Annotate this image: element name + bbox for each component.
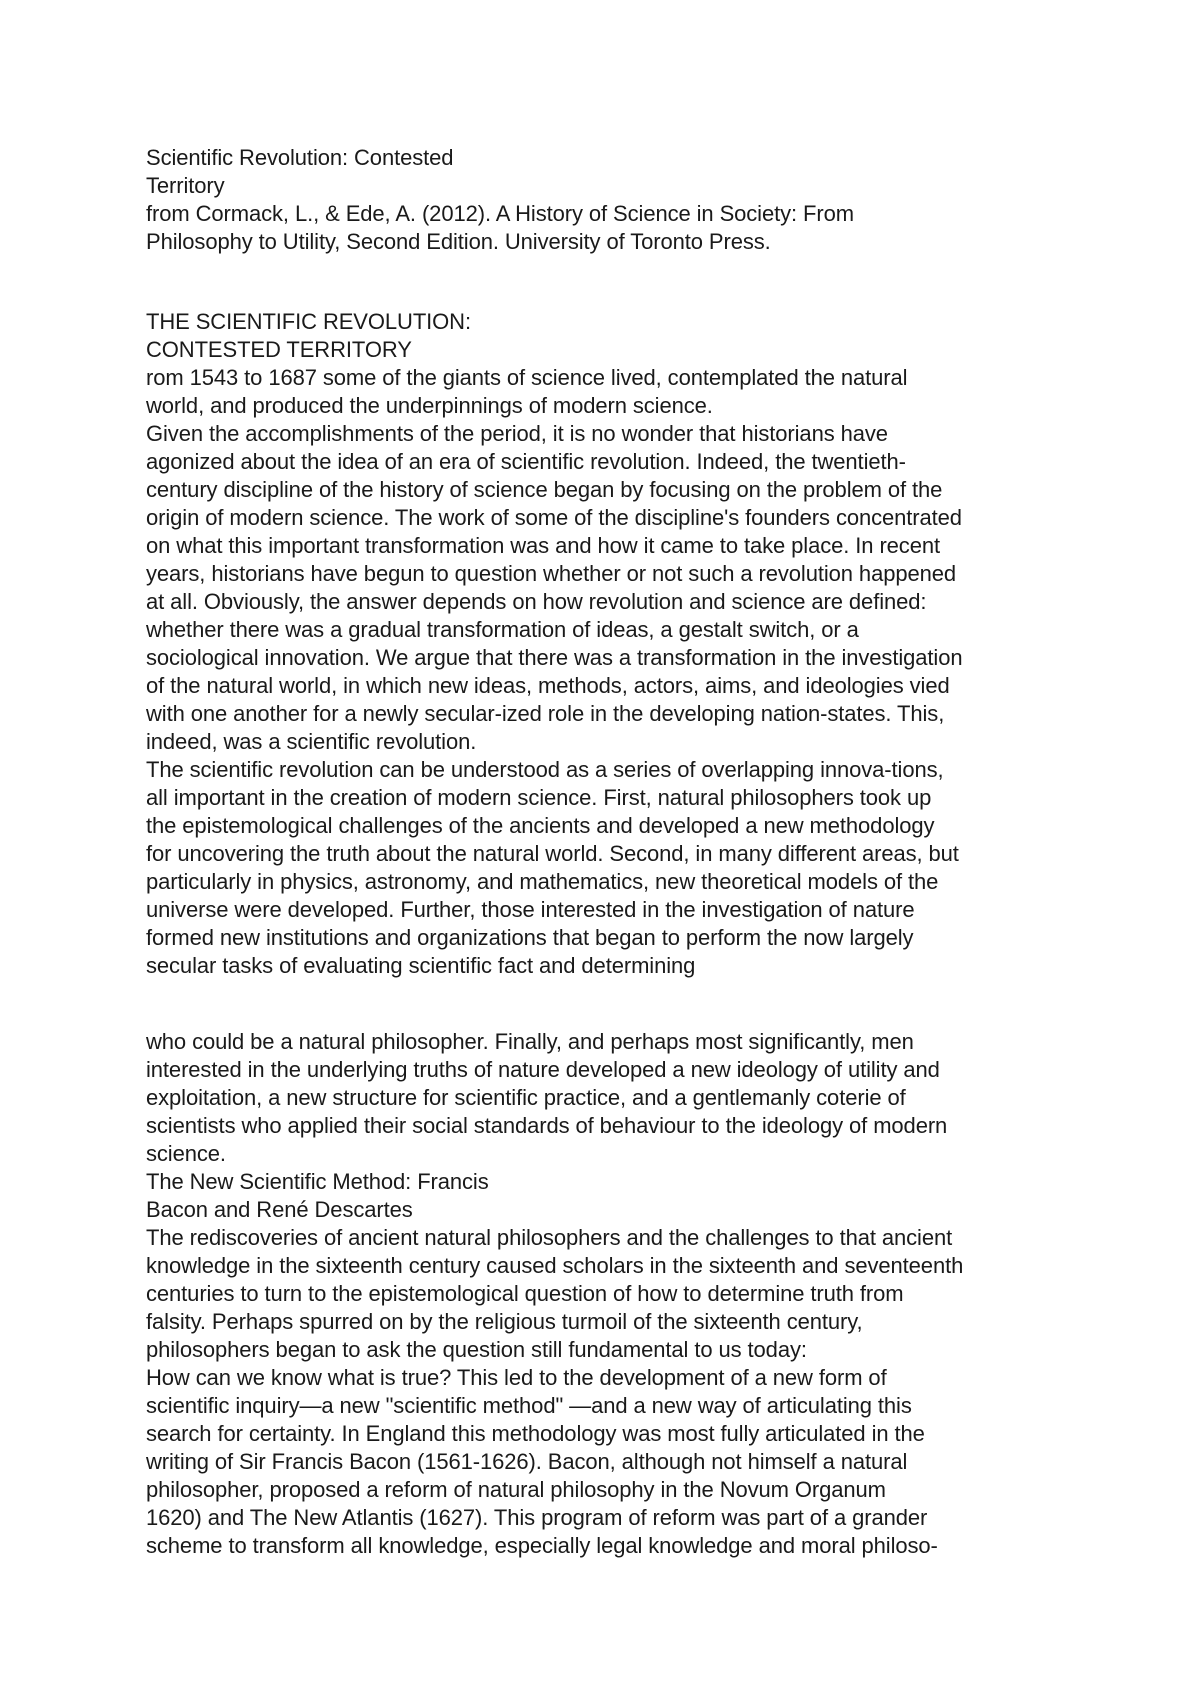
document-title-line-1: Scientific Revolution: Contested bbox=[146, 145, 454, 170]
document-title-line-2: Territory bbox=[146, 173, 225, 198]
body-text-line: of the natural world, in which new ideas, methods, actors, aims, and ideologies vied bbox=[146, 673, 950, 698]
body-text-line: for uncovering the truth about the natural world. Second, in many different areas, but bbox=[146, 841, 959, 866]
body-text-line: philosophers began to ask the question still fundamental to us today: bbox=[146, 1337, 807, 1362]
body-text-line: The rediscoveries of ancient natural philosophers and the challenges to that ancient bbox=[146, 1225, 953, 1250]
body-text-line: particularly in physics, astronomy, and mathematics, new theoretical models of the bbox=[146, 869, 939, 894]
body-text-line: scheme to transform all knowledge, especially legal knowledge and moral philoso- bbox=[146, 1533, 938, 1558]
body-text-line: interested in the underlying truths of nature developed a new ideology of utility and bbox=[146, 1057, 940, 1082]
body-text-line: origin of modern science. The work of some of the discipline's founders concentrated bbox=[146, 505, 962, 530]
body-text-line: at all. Obviously, the answer depends on how revolution and science are defined: bbox=[146, 589, 927, 614]
body-text-line: How can we know what is true? This led to the development of a new form of bbox=[146, 1365, 887, 1390]
body-text-line: science. bbox=[146, 1141, 226, 1166]
body-text-line: formed new institutions and organizations that began to perform the now largely bbox=[146, 925, 914, 950]
body-text-line: 1620) and The New Atlantis (1627). This program of reform was part of a grander bbox=[146, 1505, 928, 1530]
body-text-line: rom 1543 to 1687 some of the giants of science lived, contemplated the natural bbox=[146, 365, 908, 390]
citation-line-1: from Cormack, L., & Ede, A. (2012). A History of Science in Society: From bbox=[146, 201, 854, 226]
body-text-line: indeed, was a scientific revolution. bbox=[146, 729, 477, 754]
body-text-line: falsity. Perhaps spurred on by the religious turmoil of the sixteenth century, bbox=[146, 1309, 863, 1334]
body-text-line: with one another for a newly secular-ized role in the developing nation-states. This, bbox=[146, 701, 945, 726]
body-text-line: knowledge in the sixteenth century caused scholars in the sixteenth and seventeenth bbox=[146, 1253, 964, 1278]
body-text-line: search for certainty. In England this methodology was most fully articulated in the bbox=[146, 1421, 925, 1446]
body-text-line: Given the accomplishments of the period, it is no wonder that historians have bbox=[146, 421, 888, 446]
body-text-line: The scientific revolution can be understood as a series of overlapping innova-tions, bbox=[146, 757, 944, 782]
body-text-line: philosopher, proposed a reform of natural philosophy in the Novum Organum bbox=[146, 1477, 886, 1502]
body-text-line: writing of Sir Francis Bacon (1561-1626). Bacon, although not himself a natural bbox=[146, 1449, 908, 1474]
body-text-line: scientific inquiry—a new "scientific method" —and a new way of articulating this bbox=[146, 1393, 912, 1418]
body-text-line: century discipline of the history of science began by focusing on the problem of the bbox=[146, 477, 943, 502]
body-text-line: scientists who applied their social standards of behaviour to the ideology of modern bbox=[146, 1113, 948, 1138]
body-text-line: secular tasks of evaluating scientific fact and determining bbox=[146, 953, 696, 978]
section-heading-line-1: The New Scientific Method: Francis bbox=[146, 1169, 489, 1194]
body-text-line: who could be a natural philosopher. Finally, and perhaps most significantly, men bbox=[146, 1029, 914, 1054]
citation-line-2: Philosophy to Utility, Second Edition. University of Toronto Press. bbox=[146, 229, 771, 254]
body-section-2 bbox=[146, 1028, 1086, 1560]
chapter-heading-line-2: CONTESTED TERRITORY bbox=[146, 337, 412, 362]
body-text-line: all important in the creation of modern science. First, natural philosophers took up bbox=[146, 785, 932, 810]
body-text-line: years, historians have begun to question whether or not such a revolution happened bbox=[146, 561, 957, 586]
citation-header bbox=[146, 144, 1086, 256]
section-heading-line-2: Bacon and René Descartes bbox=[146, 1197, 413, 1222]
body-text-line: centuries to turn to the epistemological question of how to determine truth from bbox=[146, 1281, 904, 1306]
body-section-1 bbox=[146, 308, 1086, 980]
body-text-line: agonized about the idea of an era of scientific revolution. Indeed, the twentieth- bbox=[146, 449, 906, 474]
body-text-line: universe were developed. Further, those interested in the investigation of nature bbox=[146, 897, 915, 922]
body-text-line: sociological innovation. We argue that there was a transformation in the investigation bbox=[146, 645, 963, 670]
chapter-heading-line-1: THE SCIENTIFIC REVOLUTION: bbox=[146, 309, 471, 334]
body-text-line: the epistemological challenges of the ancients and developed a new methodology bbox=[146, 813, 935, 838]
body-text-line: world, and produced the underpinnings of modern science. bbox=[146, 393, 713, 418]
body-text-line: on what this important transformation was and how it came to take place. In recent bbox=[146, 533, 940, 558]
body-text-line: exploitation, a new structure for scientific practice, and a gentlemanly coterie of bbox=[146, 1085, 906, 1110]
body-text-line: whether there was a gradual transformation of ideas, a gestalt switch, or a bbox=[146, 617, 859, 642]
